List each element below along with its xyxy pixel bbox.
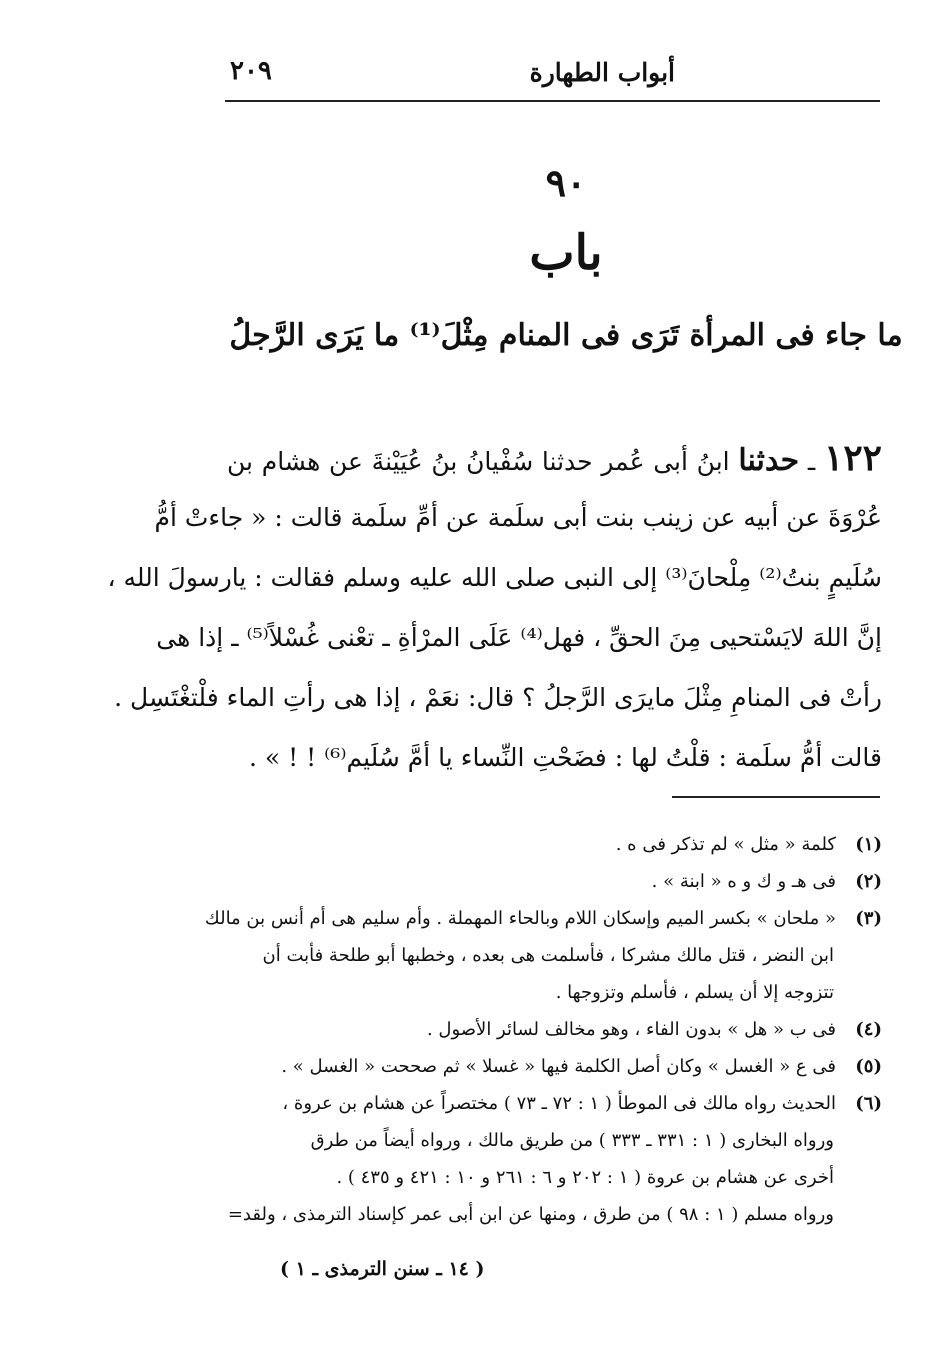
chapter-label: باب [529,225,603,281]
footnote-rule [672,796,880,798]
footnote-continuation: أخرى عن هشام بن عروة ( ١ : ٢٠٢ و ٦ : ٢٦١ و ١٠ : ٤٢١ و ٤٣٥ ) . [336,1167,834,1188]
running-title: أبواب الطهارة [529,58,675,87]
footnote-text: فى ع « الغسل » وكان أصل الكلمة فيها « غسلا » ثم صححت « الغسل » . [281,1056,836,1077]
footnote [230,867,882,897]
hadith-keyword: حدثنا [738,443,800,478]
footnote-mark: (٦) [855,1093,882,1114]
footnote [230,1015,882,1045]
footnote-continuation: تتزوجه إلا أن يسلم ، فأسلم وتزوجها . [555,982,834,1003]
printer-signature: ( ١٤ ـ سنن الترمذى ـ ١ ) [280,1258,485,1280]
hadith-number: ١٢٢ [824,437,883,479]
footnote-text: فى ب « هل » بدون الفاء ، وهو مخالف لسائر الأصول . [426,1019,836,1040]
footnote-mark: (١) [855,834,882,855]
footnote-text: كلمة « مثل » لم تذكر فى ه . [615,834,836,855]
footnote [204,904,882,934]
footnote-continuation: ورواه مسلم ( ١ : ٩٨ ) من طرق ، ومنها عن ابن أبى عمر كإسناد الترمذى ، ولقد= [227,1204,834,1225]
hadith-line: عُرْوَةَ عن أبيه عن زينب بنت أبى سلَمة عن أمِّ سلَمة قالت : « جاءتْ أمُّ [154,503,882,532]
hadith-line-text: ابنُ أبى عُمر حدثنا سُفْيانُ بنُ عُيَيْنةَ عن هشام بن [227,447,730,476]
footnote-continuation: ابن النضر ، قتل مالك مشركا ، فأسلمت هى بعده ، وخطبها أبو طلحة فأبت أن [262,945,834,966]
footnote-mark: (٤) [855,1019,882,1040]
hadith-line: إنَّ اللهَ لايَسْتحيى مِنَ الحقِّ ، فهل⁽⁴⁾ عَلَى المرْأةِ ـ تعْنى غُسْلاً⁽⁵⁾ ـ إذا هى [156,623,882,652]
footnote-mark: (٢) [855,871,882,892]
chapter-number: ٩٠ [545,160,587,205]
hadith-text [107,428,883,788]
hadith-line: قالت أمُّ سلَمة : قلْتُ لها : فضَحْتِ النِّساء يا أمَّ سُلَيم⁽⁶⁾ ! ! » . [249,743,882,772]
header-rule [225,100,880,102]
footnote [230,1089,882,1119]
footnote-text: الحديث رواه مالك فى الموطأ ( ١ : ٧٢ ـ ٧٣ ) مختصراً عن هشام بن عروة ، [282,1093,836,1114]
chapter-title: ما جاء فى المرأة تَرَى فى المنام مِثْلَ⁽¹⁾ ما يَرَى الرَّجلُ [229,318,903,353]
hadith-line: سُلَيمٍ بنتُ⁽²⁾ مِلْحانَ⁽³⁾ إلى النبى صلى الله عليه وسلم فقالت : يارسولَ الله ، [107,563,882,592]
footnotes [204,830,882,1237]
footnote-mark: (٥) [855,1056,882,1077]
hadith-line: ١٢٢ ـ حدثنا ابنُ أبى عُمر حدثنا سُفْيانُ بنُ عُيَيْنةَ عن هشام بن [227,437,883,479]
running-head [220,52,880,94]
footnote [230,830,882,860]
footnote-text: « ملحان » بكسر الميم وإسكان اللام وبالحاء المهملة . وأم سليم هى أم أنس بن مالك [204,908,836,929]
hadith-line: رأتْ فى المنامِ مِثْلَ مايرَى الرَّجلُ ؟ قال: نعَمْ ، إذا هى رأتِ الماء فلْتغْتَسِل . [114,683,882,712]
footnote-text: فى هـ و ك و ه « ابنة » . [651,871,836,892]
page-number: ٢٠٩ [230,56,272,86]
footnote-mark: (٣) [855,908,882,929]
footnote-continuation: ورواه البخارى ( ١ : ٣٣١ ـ ٣٣٣ ) من طريق مالك ، ورواه أيضاً من طرق [310,1130,834,1151]
footnote [230,1052,882,1082]
